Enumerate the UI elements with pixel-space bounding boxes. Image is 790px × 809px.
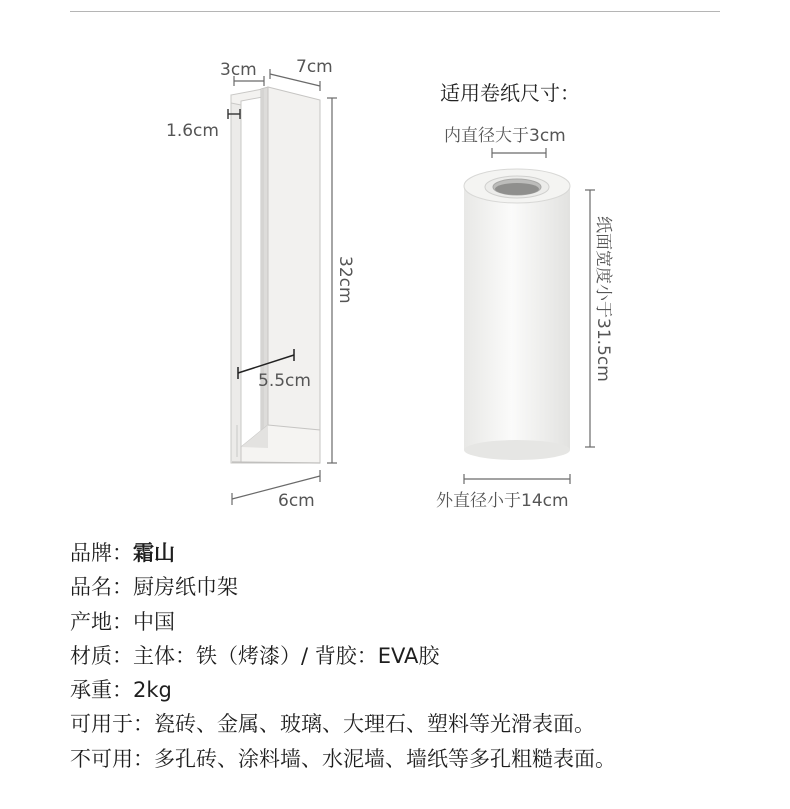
spec-list [70,536,770,776]
spec-value: 2kg [133,678,172,703]
spec-key: 品牌： [70,541,133,565]
spec-row-material [70,639,770,673]
spec-row-brand [70,536,770,570]
paper-width-label: 纸面宽度小于31.5cm [593,216,613,382]
spec-value: 主体：铁（烤漆）/ 背胶：EVA胶 [133,643,440,668]
inner-depth-label: 5.5cm [258,371,311,391]
spec-key: 不可用： [70,746,154,771]
spec-key: 材质： [70,643,133,668]
roll-size-title: 适用卷纸尺寸： [440,81,580,105]
spec-value: 多孔砖、涂料墙、水泥墙、墙纸等多孔粗糙表面。 [154,746,616,771]
spec-row-suitable [70,707,770,741]
spec-key: 品名： [70,575,133,600]
spec-row-origin [70,605,770,639]
depth-top-label: 3cm [220,60,257,80]
width-top-label: 7cm [296,57,333,77]
spec-row-product-name [70,570,770,604]
spec-row-unsuitable [70,742,770,776]
spec-key: 产地： [70,609,133,634]
inner-diameter-label: 内直径大于3cm [444,126,566,146]
spec-value: 霜山 [133,541,175,565]
spec-key: 可用于： [70,712,154,737]
paper-roll-drawing [464,169,570,460]
lip-label: 1.6cm [166,121,219,141]
height-label: 32cm [335,256,355,304]
spec-value: 瓷砖、金属、玻璃、大理石、塑料等光滑表面。 [154,712,595,737]
spec-value: 厨房纸巾架 [133,575,238,600]
spec-row-load [70,673,770,707]
spec-key: 承重： [70,678,133,703]
spec-value: 中国 [133,609,175,634]
base-width-label: 6cm [278,491,315,511]
outer-diameter-label: 外直径小于14cm [436,491,569,511]
paper-towel-holder-drawing [231,87,320,463]
